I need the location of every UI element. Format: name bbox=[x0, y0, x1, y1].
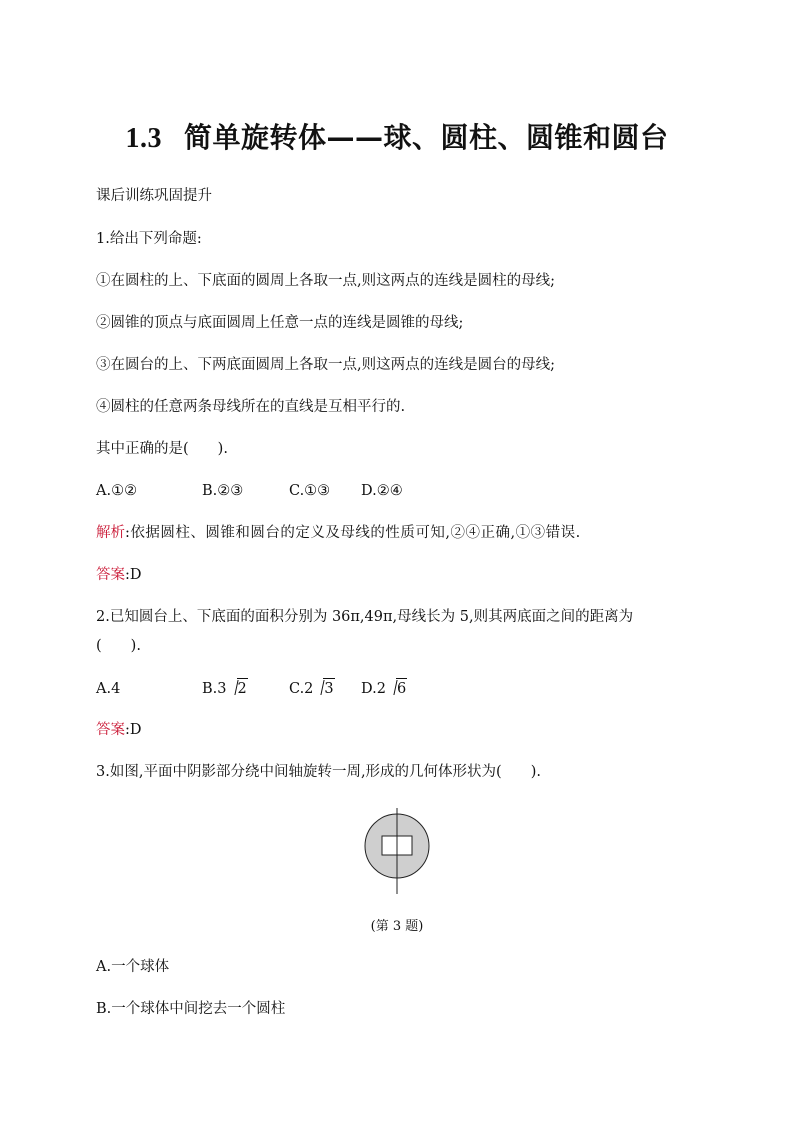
q2-option-b-radicand: 2 bbox=[237, 678, 248, 699]
q2-answer bbox=[96, 720, 142, 740]
q1-item-4: ④圆柱的任意两条母线所在的直线是互相平行的. bbox=[96, 399, 406, 415]
q2-option-c bbox=[289, 678, 361, 699]
q2-option-c-prefix: C.2 bbox=[289, 681, 314, 697]
q1-option-d: D.②④ bbox=[361, 483, 403, 499]
page-title bbox=[0, 116, 794, 156]
q3-option-a: A.一个球体 bbox=[96, 959, 170, 975]
q2-options bbox=[96, 678, 407, 699]
answer-label: 答案 bbox=[96, 567, 125, 583]
q1-answer bbox=[96, 565, 142, 585]
q3-stem: 3.如图,平面中阴影部分绕中间轴旋转一周,形成的几何体形状为( ). bbox=[96, 764, 541, 780]
q1-item-1: ①在圆柱的上、下底面的圆周上各取一点,则这两点的连线是圆柱的母线; bbox=[96, 273, 555, 289]
analysis-label: 解析 bbox=[96, 525, 125, 541]
q1-analysis bbox=[96, 523, 581, 543]
answer-value: :D bbox=[125, 567, 142, 583]
q2-option-a: A.4 bbox=[96, 681, 121, 697]
q1-option-b: B.②③ bbox=[202, 483, 244, 499]
q2-option-c-radicand: 3 bbox=[323, 678, 334, 699]
q2-option-d-prefix: D.2 bbox=[361, 681, 386, 697]
answer-value: :D bbox=[125, 722, 142, 738]
answer-label: 答案 bbox=[96, 722, 125, 738]
analysis-text: :依据圆柱、圆锥和圆台的定义及母线的性质可知,②④正确,①③错误. bbox=[125, 525, 581, 541]
q2-option-d-radicand: 6 bbox=[396, 678, 407, 699]
section-heading: 课后训练巩固提升 bbox=[96, 188, 212, 204]
section-number: 1.3 bbox=[125, 123, 162, 154]
q1-item-3: ③在圆台的上、下两底面圆周上各取一点,则这两点的连线是圆台的母线; bbox=[96, 357, 555, 373]
figure-caption: (第 3 题) bbox=[370, 919, 424, 934]
q1-item-2: ②圆锥的顶点与底面圆周上任意一点的连线是圆锥的母线; bbox=[96, 315, 464, 331]
title-text: 简单旋转体——球、圆柱、圆锥和圆台 bbox=[183, 121, 669, 154]
q1-prompt: 其中正确的是( ). bbox=[96, 441, 228, 457]
q1-stem: 1.给出下列命题: bbox=[96, 231, 202, 247]
q2-stem: 2.已知圆台上、下底面的面积分别为 36π,49π,母线长为 5,则其两底面之间的距离为 bbox=[96, 609, 634, 625]
q2-option-d bbox=[361, 678, 407, 699]
sqrt-symbol bbox=[314, 678, 334, 699]
q2-option-b bbox=[202, 678, 289, 699]
rotation-figure bbox=[356, 808, 438, 896]
sqrt-symbol bbox=[387, 678, 407, 699]
q1-options bbox=[96, 481, 403, 501]
q2-stem-continued: ( ). bbox=[96, 638, 141, 654]
q3-option-b: B.一个球体中间挖去一个圆柱 bbox=[96, 1001, 286, 1017]
sqrt-symbol bbox=[228, 678, 248, 699]
q1-option-c: C.①③ bbox=[289, 483, 331, 499]
q2-option-b-prefix: B.3 bbox=[202, 681, 227, 697]
q1-option-a: A.①② bbox=[96, 483, 138, 499]
